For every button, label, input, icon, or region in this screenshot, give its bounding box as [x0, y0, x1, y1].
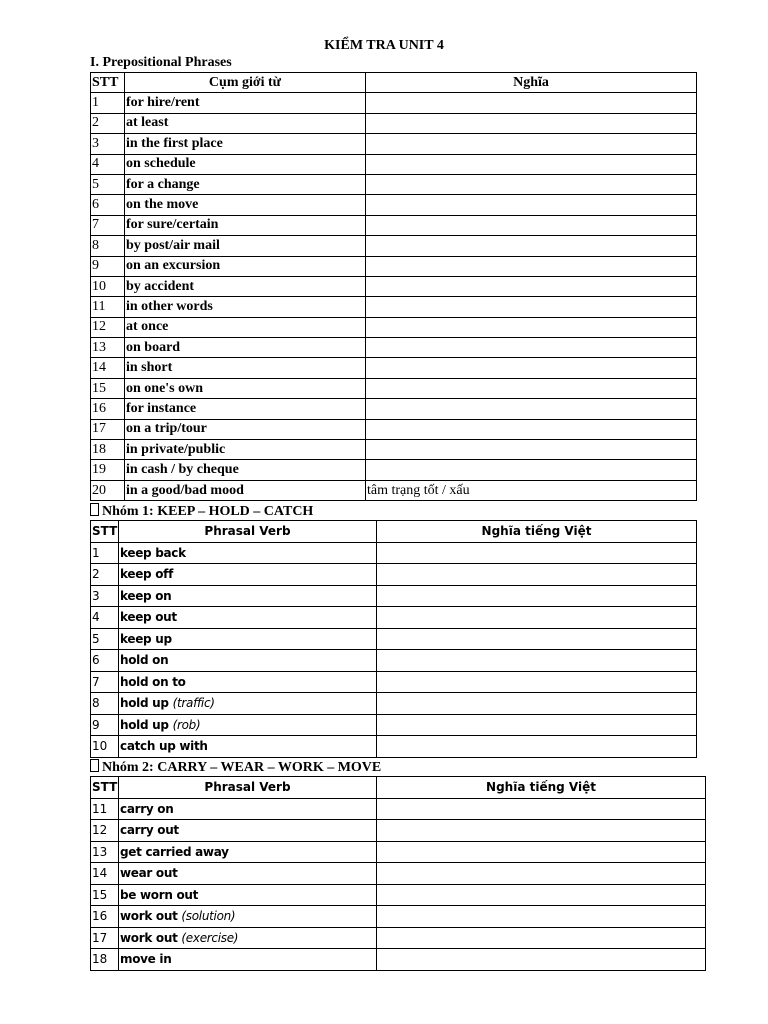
table-row — [91, 585, 697, 607]
phrasal-verbs-group-1-table — [90, 520, 697, 758]
row-number: 6 — [91, 195, 125, 215]
row-number: 1 — [91, 93, 125, 113]
row-number: 14 — [91, 863, 119, 885]
phrase-cell: in other words — [125, 297, 366, 317]
row-number: 13 — [91, 841, 119, 863]
phrasal-verb-text: wear out — [120, 866, 178, 881]
phrasal-verb-note: (exercise) — [181, 930, 239, 945]
table-row — [91, 236, 697, 256]
header-meaning: Nghĩa — [366, 73, 697, 93]
row-number: 9 — [91, 256, 125, 276]
row-number: 11 — [91, 297, 125, 317]
row-number: 15 — [91, 378, 125, 398]
row-number: 6 — [91, 650, 119, 672]
meaning-cell — [366, 256, 697, 276]
phrasal-verb-note: (solution) — [181, 909, 236, 924]
phrasal-verb-cell — [119, 628, 377, 650]
table-row — [91, 93, 697, 113]
phrasal-verb-note: (rob) — [172, 717, 201, 732]
phrase-cell: at least — [125, 113, 366, 133]
phrasal-verb-text: move in — [120, 952, 172, 967]
row-number: 8 — [91, 693, 119, 715]
phrasal-verb-text: hold up — [120, 696, 169, 711]
table-row — [91, 607, 697, 629]
table-row — [91, 134, 697, 154]
table-row — [91, 297, 697, 317]
phrasal-verb-text: carry out — [120, 823, 179, 838]
phrase-cell: in short — [125, 358, 366, 378]
meaning-cell — [377, 628, 697, 650]
row-number: 7 — [91, 215, 125, 235]
meaning-cell — [377, 906, 706, 928]
meaning-cell — [377, 585, 697, 607]
table-row — [91, 949, 706, 971]
meaning-cell — [366, 317, 697, 337]
table-row — [91, 650, 697, 672]
meaning-cell — [377, 863, 706, 885]
row-number: 9 — [91, 714, 119, 736]
row-number: 17 — [91, 419, 125, 439]
meaning-cell — [377, 841, 706, 863]
phrasal-verb-text: hold up — [120, 717, 169, 732]
row-number: 10 — [91, 276, 125, 296]
table-row — [91, 564, 697, 586]
meaning-cell — [366, 93, 697, 113]
section-3-heading-text: Nhóm 2: CARRY – WEAR – WORK – MOVE — [102, 760, 382, 775]
row-number: 5 — [91, 174, 125, 194]
row-number: 13 — [91, 338, 125, 358]
phrasal-verb-cell — [119, 841, 377, 863]
table-row — [91, 113, 697, 133]
meaning-cell — [377, 949, 706, 971]
table-row — [91, 693, 697, 715]
phrase-cell: for instance — [125, 399, 366, 419]
phrasal-verb-cell — [119, 949, 377, 971]
phrase-cell: on the move — [125, 195, 366, 215]
section-3-heading — [90, 759, 381, 776]
table-row — [91, 256, 697, 276]
row-number: 16 — [91, 399, 125, 419]
phrasal-verb-note: (traffic) — [172, 696, 215, 711]
phrasal-verb-text: work out — [120, 930, 178, 945]
phrasal-verb-text: hold on — [120, 653, 169, 668]
meaning-cell — [366, 338, 697, 358]
meaning-cell — [377, 671, 697, 693]
phrasal-verb-text: carry on — [120, 801, 174, 816]
phrase-cell: for hire/rent — [125, 93, 366, 113]
meaning-cell — [377, 714, 697, 736]
row-number: 4 — [91, 154, 125, 174]
phrase-cell: on board — [125, 338, 366, 358]
row-number: 16 — [91, 906, 119, 928]
meaning-cell — [366, 236, 697, 256]
table-row — [91, 906, 706, 928]
table-row — [91, 863, 706, 885]
phrase-cell: in private/public — [125, 440, 366, 460]
table-row — [91, 174, 697, 194]
phrase-cell: for sure/certain — [125, 215, 366, 235]
meaning-cell — [366, 460, 697, 480]
phrase-cell: on schedule — [125, 154, 366, 174]
phrase-cell: on an excursion — [125, 256, 366, 276]
meaning-cell — [366, 358, 697, 378]
meaning-cell — [366, 154, 697, 174]
phrase-cell: on one's own — [125, 378, 366, 398]
table-row — [91, 671, 697, 693]
row-number: 3 — [91, 585, 119, 607]
phrasal-verb-cell — [119, 542, 377, 564]
phrase-cell: at once — [125, 317, 366, 337]
row-number: 14 — [91, 358, 125, 378]
prepositional-phrases-table — [90, 72, 697, 501]
row-number: 12 — [91, 820, 119, 842]
meaning-cell — [377, 927, 706, 949]
row-number: 18 — [91, 949, 119, 971]
meaning-cell — [366, 378, 697, 398]
section-2-heading — [90, 503, 313, 520]
phrasal-verb-cell — [119, 736, 377, 758]
section-2-heading-text: Nhóm 1: KEEP – HOLD – CATCH — [102, 504, 314, 519]
header-phrasal-verb: Phrasal Verb — [119, 521, 377, 543]
table-header-row — [91, 777, 706, 799]
phrase-cell: in a good/bad mood — [125, 480, 366, 500]
row-number: 5 — [91, 628, 119, 650]
header-stt: STT — [91, 521, 119, 543]
phrasal-verb-text: be worn out — [120, 887, 199, 902]
meaning-cell — [377, 884, 706, 906]
header-phrasal-verb: Phrasal Verb — [119, 777, 377, 799]
phrasal-verb-cell — [119, 820, 377, 842]
phrasal-verb-text: keep up — [120, 631, 172, 646]
table-row — [91, 276, 697, 296]
meaning-cell — [377, 650, 697, 672]
phrasal-verb-text: keep on — [120, 588, 172, 603]
meaning-cell — [366, 215, 697, 235]
row-number: 10 — [91, 736, 119, 758]
checkbox-glyph-icon — [90, 503, 99, 516]
phrasal-verb-text: keep back — [120, 545, 186, 560]
table-row — [91, 154, 697, 174]
row-number: 12 — [91, 317, 125, 337]
table-row — [91, 215, 697, 235]
table-row — [91, 460, 697, 480]
row-number: 4 — [91, 607, 119, 629]
section-1-heading: I. Prepositional Phrases — [90, 55, 232, 70]
phrasal-verb-text: get carried away — [120, 844, 229, 859]
meaning-cell: tâm trạng tốt / xấu — [366, 480, 697, 500]
row-number: 1 — [91, 542, 119, 564]
row-number: 17 — [91, 927, 119, 949]
meaning-cell — [377, 798, 706, 820]
phrasal-verb-cell — [119, 884, 377, 906]
phrasal-verb-cell — [119, 671, 377, 693]
meaning-cell — [366, 276, 697, 296]
row-number: 19 — [91, 460, 125, 480]
phrase-cell: in the first place — [125, 134, 366, 154]
meaning-cell — [377, 693, 697, 715]
table-row — [91, 714, 697, 736]
phrase-cell: by post/air mail — [125, 236, 366, 256]
phrasal-verb-text: keep off — [120, 567, 173, 582]
header-meaning: Nghĩa tiếng Việt — [377, 521, 697, 543]
phrase-cell: on a trip/tour — [125, 419, 366, 439]
table-row — [91, 736, 697, 758]
table-row — [91, 480, 697, 500]
table-header-row — [91, 73, 697, 93]
meaning-cell — [377, 607, 697, 629]
phrasal-verb-cell — [119, 798, 377, 820]
phrasal-verb-cell — [119, 650, 377, 672]
header-phrase: Cụm giới từ — [125, 73, 366, 93]
phrasal-verb-text: hold on to — [120, 674, 186, 689]
row-number: 11 — [91, 798, 119, 820]
meaning-cell — [377, 564, 697, 586]
phrasal-verb-cell — [119, 585, 377, 607]
table-row — [91, 378, 697, 398]
table-row — [91, 927, 706, 949]
row-number: 3 — [91, 134, 125, 154]
phrasal-verb-cell — [119, 564, 377, 586]
table-row — [91, 338, 697, 358]
row-number: 2 — [91, 564, 119, 586]
meaning-cell — [377, 736, 697, 758]
meaning-cell — [366, 440, 697, 460]
table-row — [91, 399, 697, 419]
phrase-cell: for a change — [125, 174, 366, 194]
row-number: 2 — [91, 113, 125, 133]
phrasal-verb-cell — [119, 693, 377, 715]
meaning-cell — [366, 297, 697, 317]
table-row — [91, 628, 697, 650]
meaning-cell — [366, 195, 697, 215]
table-row — [91, 798, 706, 820]
meaning-cell — [377, 542, 697, 564]
meaning-cell — [366, 113, 697, 133]
meaning-cell — [366, 134, 697, 154]
checkbox-glyph-icon — [90, 759, 99, 772]
row-number: 20 — [91, 480, 125, 500]
phrasal-verb-cell — [119, 863, 377, 885]
phrasal-verb-cell — [119, 927, 377, 949]
phrasal-verb-cell — [119, 607, 377, 629]
meaning-cell — [366, 419, 697, 439]
phrase-cell: in cash / by cheque — [125, 460, 366, 480]
table-row — [91, 884, 706, 906]
phrasal-verbs-group-2-table — [90, 776, 706, 971]
phrase-cell: by accident — [125, 276, 366, 296]
meaning-cell — [377, 820, 706, 842]
table-row — [91, 440, 697, 460]
table-row — [91, 542, 697, 564]
table-row — [91, 317, 697, 337]
row-number: 15 — [91, 884, 119, 906]
table-row — [91, 358, 697, 378]
phrasal-verb-cell — [119, 906, 377, 928]
row-number: 8 — [91, 236, 125, 256]
meaning-cell — [366, 174, 697, 194]
header-stt: STT — [91, 73, 125, 93]
phrasal-verb-text: catch up with — [120, 739, 208, 754]
header-stt: STT — [91, 777, 119, 799]
table-row — [91, 195, 697, 215]
document-title: KIỂM TRA UNIT 4 — [324, 38, 444, 53]
phrasal-verb-cell — [119, 714, 377, 736]
table-row — [91, 820, 706, 842]
row-number: 7 — [91, 671, 119, 693]
row-number: 18 — [91, 440, 125, 460]
phrasal-verb-text: work out — [120, 909, 178, 924]
meaning-cell — [366, 399, 697, 419]
table-row — [91, 419, 697, 439]
header-meaning: Nghĩa tiếng Việt — [377, 777, 706, 799]
table-header-row — [91, 521, 697, 543]
phrasal-verb-text: keep out — [120, 610, 177, 625]
table-row — [91, 841, 706, 863]
